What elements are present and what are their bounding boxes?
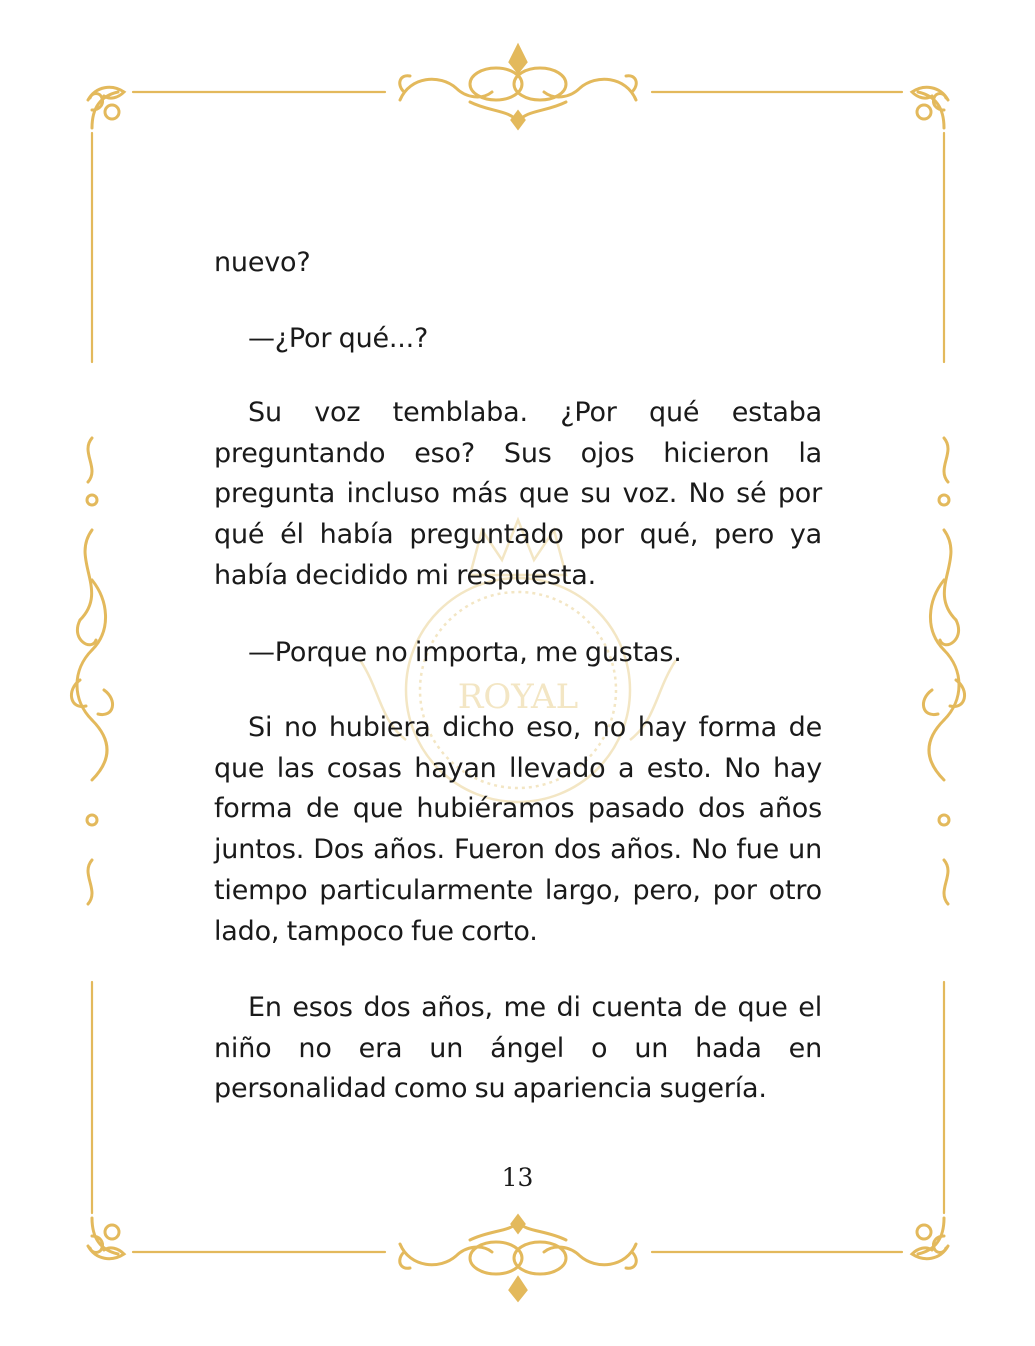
page-number: 13 [501, 1163, 534, 1192]
dialogue-paragraph: —Porque no importa, me gustas. [248, 637, 682, 668]
body-paragraph: Si no hubiera dicho eso, no hay forma de que las cosas hayan llevado a esto. No hay forma de que hubiéramos pasado dos años juntos. Dos años. Fueron dos años. No fue un tiempo particularmente largo, pero, por otro lado, tampoco fue corto. [214, 712, 822, 947]
bottom-center-ornament-icon [400, 1216, 637, 1300]
watermark-label: ROYAL [457, 677, 579, 717]
right-side-ornament-icon [923, 438, 964, 904]
corner-ornament-icon [912, 1218, 948, 1259]
paragraph-continuation: nuevo? [214, 247, 311, 278]
dialogue-paragraph: —¿Por qué...? [248, 323, 429, 354]
body-paragraph: En esos dos años, me di cuenta de que el niño no era un ángel o un hada en personalidad como su apariencia sugería. [214, 992, 822, 1105]
corner-ornament-icon [912, 87, 948, 128]
corner-ornament-icon [88, 1218, 124, 1259]
corner-ornament-icon [88, 87, 124, 128]
left-side-ornament-icon [71, 438, 112, 904]
body-paragraph: Su voz temblaba. ¿Por qué estaba preguntando eso? Sus ojos hicieron la pregunta incluso más que su voz. No sé por qué él había preguntado por qué, pero ya había decidido mi respuesta. [214, 397, 822, 591]
top-center-ornament-icon [400, 46, 637, 128]
